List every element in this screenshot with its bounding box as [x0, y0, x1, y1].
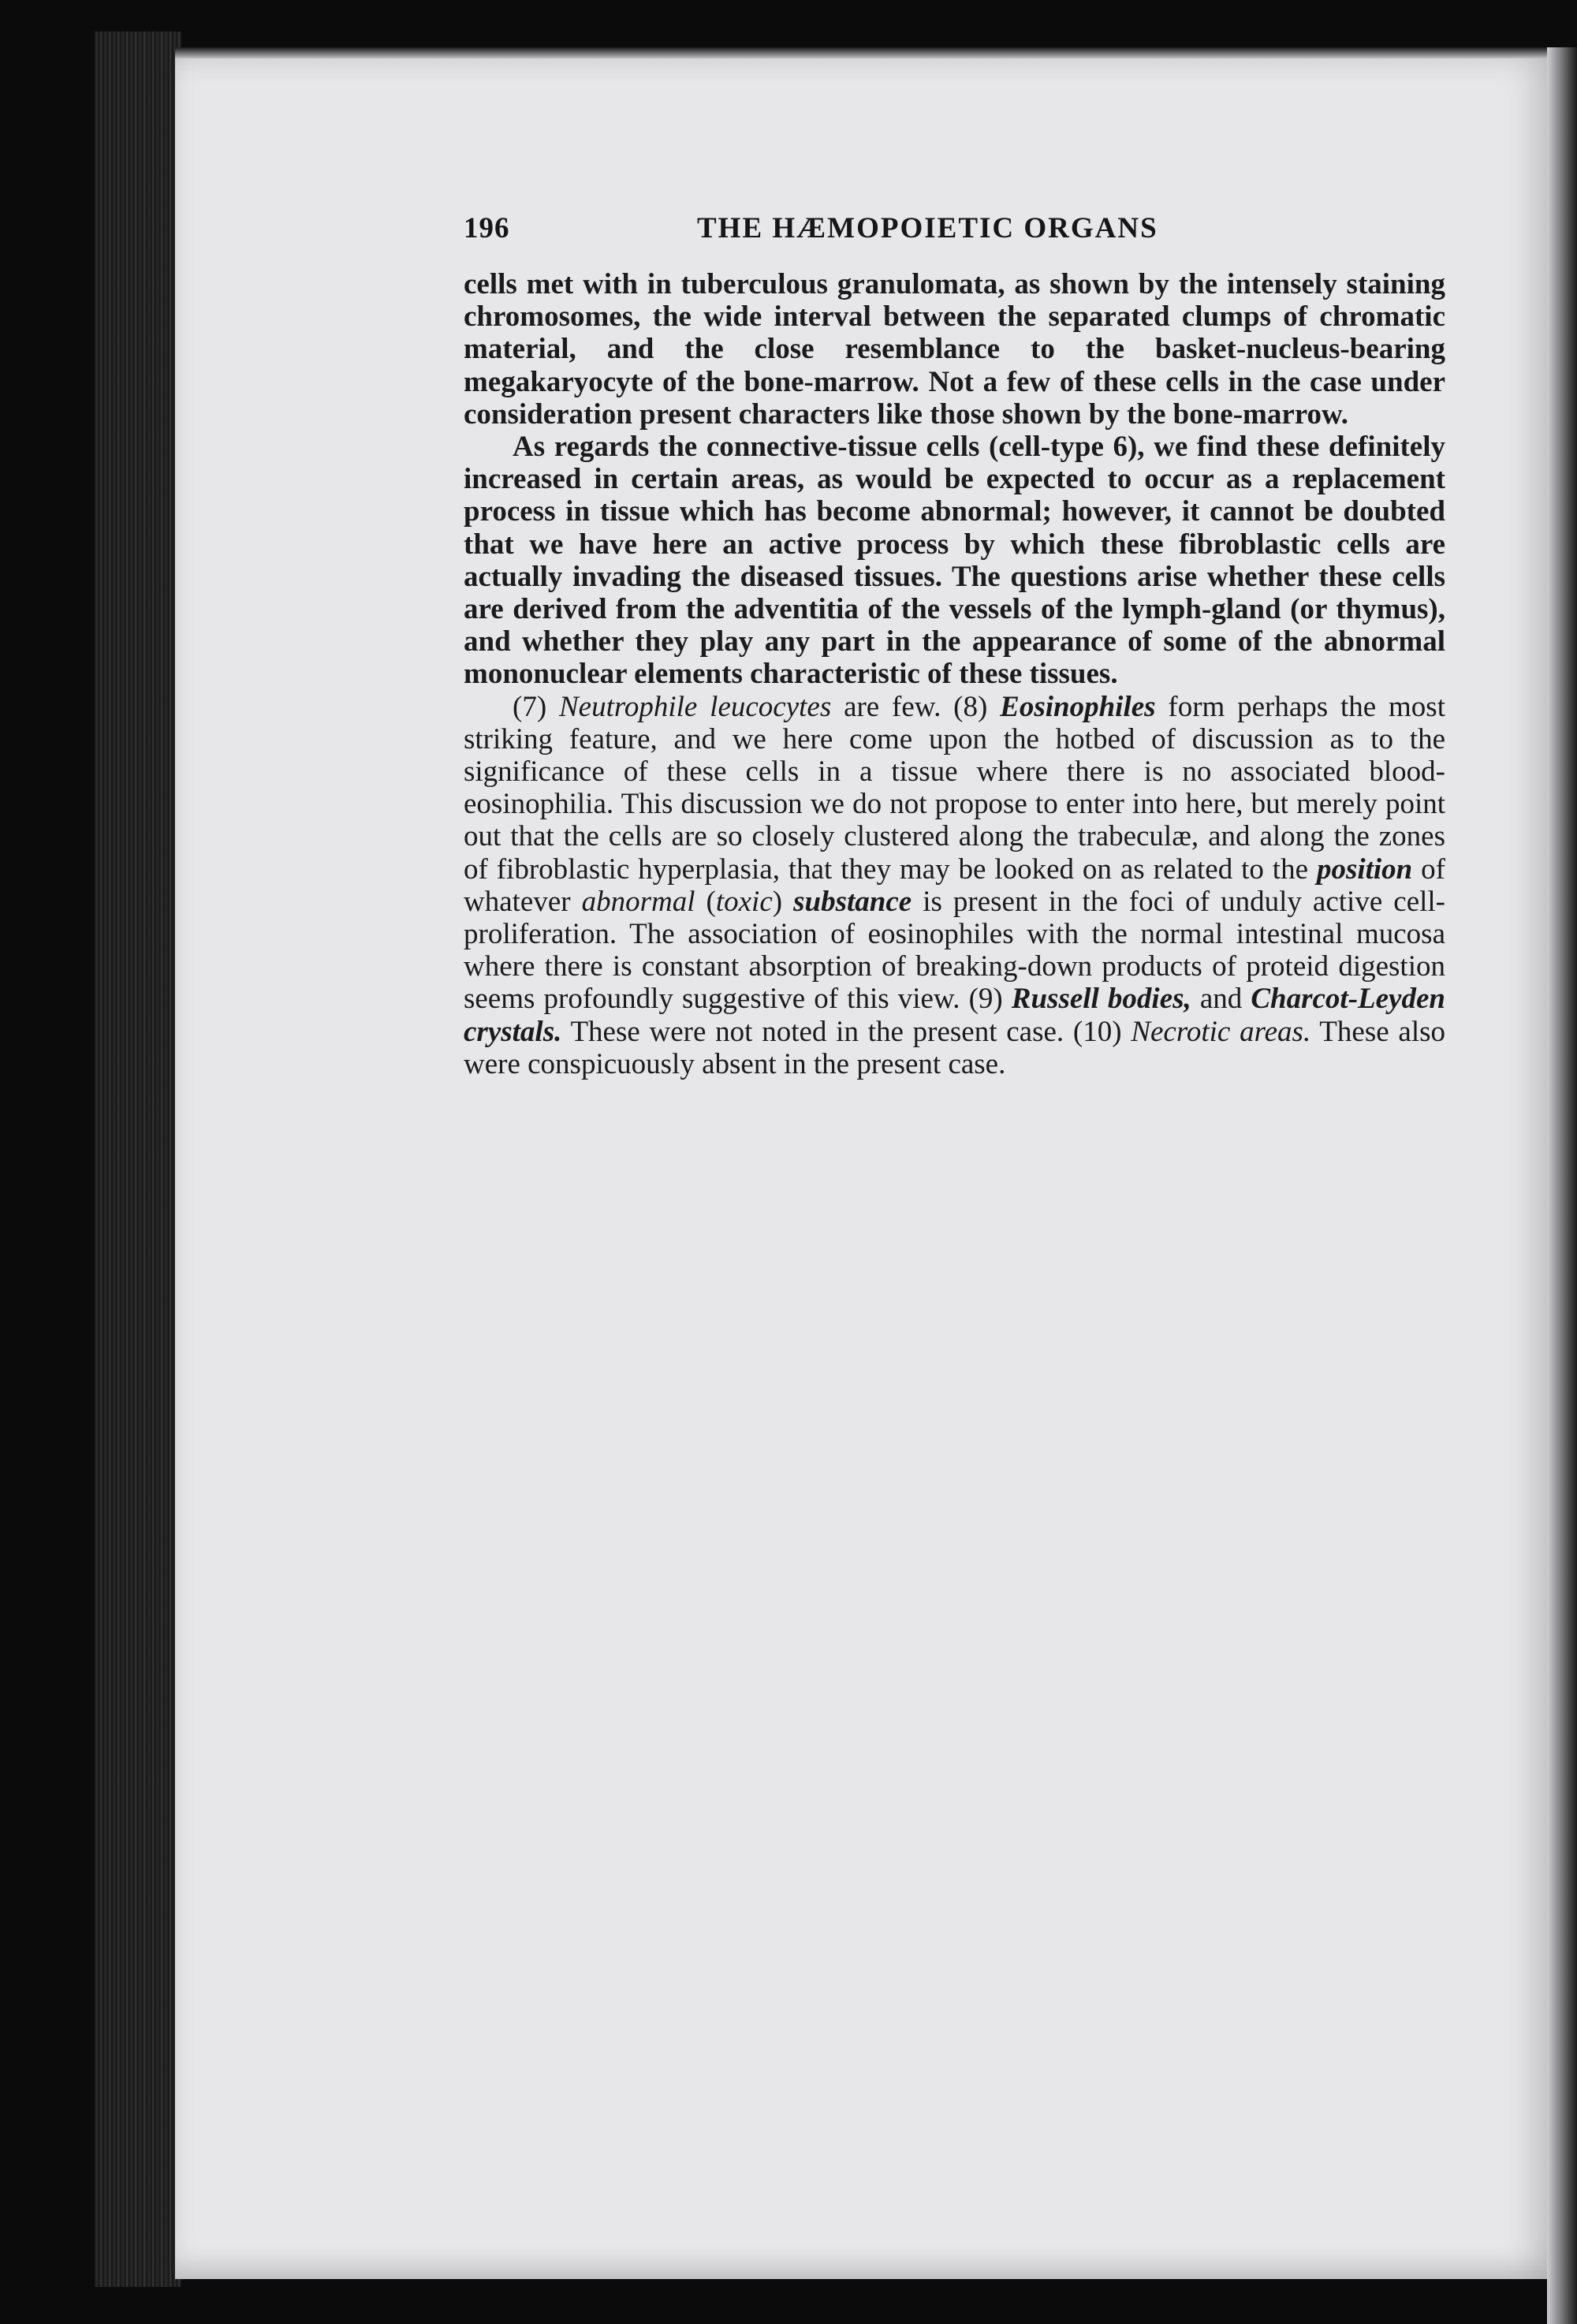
paragraph-continuation: cells met with in tuberculous granulomata, as shown by the intensely staining chromosomes, the wide interval between the separated clumps of chromatic material, and the close resemblance to the basket-nucleus-bearing megakaryocyte of the bone-marrow. Not a few of these cells in the case under consideration present characters like those shown by the bone-marrow. — [464, 268, 1445, 431]
page-right-edge — [1547, 47, 1577, 2324]
text-run: and — [1191, 983, 1251, 1016]
book-spine-edge — [95, 32, 181, 2287]
italic-term: Necrotic areas. — [1131, 1015, 1311, 1048]
italic-term: abnormal — [581, 885, 695, 918]
text-run: ( — [695, 885, 716, 918]
text-run: form perhaps the most striking feature, and we here come upon the hotbed of discussion as to the significance of these cells in a tissue where there is no associated blood-eosinophilia. This discussion we do not propose to enter into here, but merely point out that the cells are so closely clustered along the trabeculæ, and along the zones of fibroblastic hyperplasia, that they may be looked on as related to the — [464, 690, 1445, 886]
page-top-shadow — [175, 47, 1577, 58]
page-number: 196 — [464, 212, 510, 244]
text-run: These also were conspicuously absent in the present case. — [464, 1015, 1446, 1080]
text-run: is present in the foci of unduly active cell-proliferation. The association of eosinophiles with the normal intestinal mucosa where there is constant absorption of breaking-down products of proteid digestion seems profoundly suggestive of this view. (9) — [464, 885, 1445, 1016]
italic-term: Neutrophile leucocytes — [558, 690, 832, 723]
running-title: THE HÆMOPOIETIC ORGANS — [697, 212, 1158, 244]
text-run: ) — [772, 885, 794, 918]
paragraph-cell-types — [464, 691, 1445, 1080]
body-text — [464, 268, 1445, 1080]
text-run: These were not noted in the present case. (10) — [561, 1015, 1131, 1048]
italic-term: substance — [793, 885, 912, 918]
italic-term: Charcot-Leyden crystals. — [464, 983, 1445, 1048]
text-run: (7) — [513, 690, 559, 723]
italic-term: Eosinophiles — [1000, 690, 1156, 723]
text-run: are few. (8) — [831, 690, 1001, 723]
italic-term: Russell bodies, — [1011, 983, 1191, 1016]
paragraph-connective-tissue: As regards the connective-tissue cells (cell-type 6), we find these definitely increased in certain areas, as would be expected to occur as a replacement process in tissue which has become abnormal; however, it cannot be doubted that we have here an active process by which these fibroblastic cells are actually invading the diseased tissues. The questions arise whether these cells are derived from the adventitia of the vessels of the lymph-gland (or thymus), and whether they play any part in the appearance of some of the abnormal mononuclear elements characteristic of these tissues. — [464, 431, 1445, 691]
text-run: of whatever — [464, 852, 1445, 918]
italic-term: position — [1316, 852, 1413, 886]
italic-term: toxic — [715, 885, 773, 918]
page-header — [464, 211, 1441, 249]
